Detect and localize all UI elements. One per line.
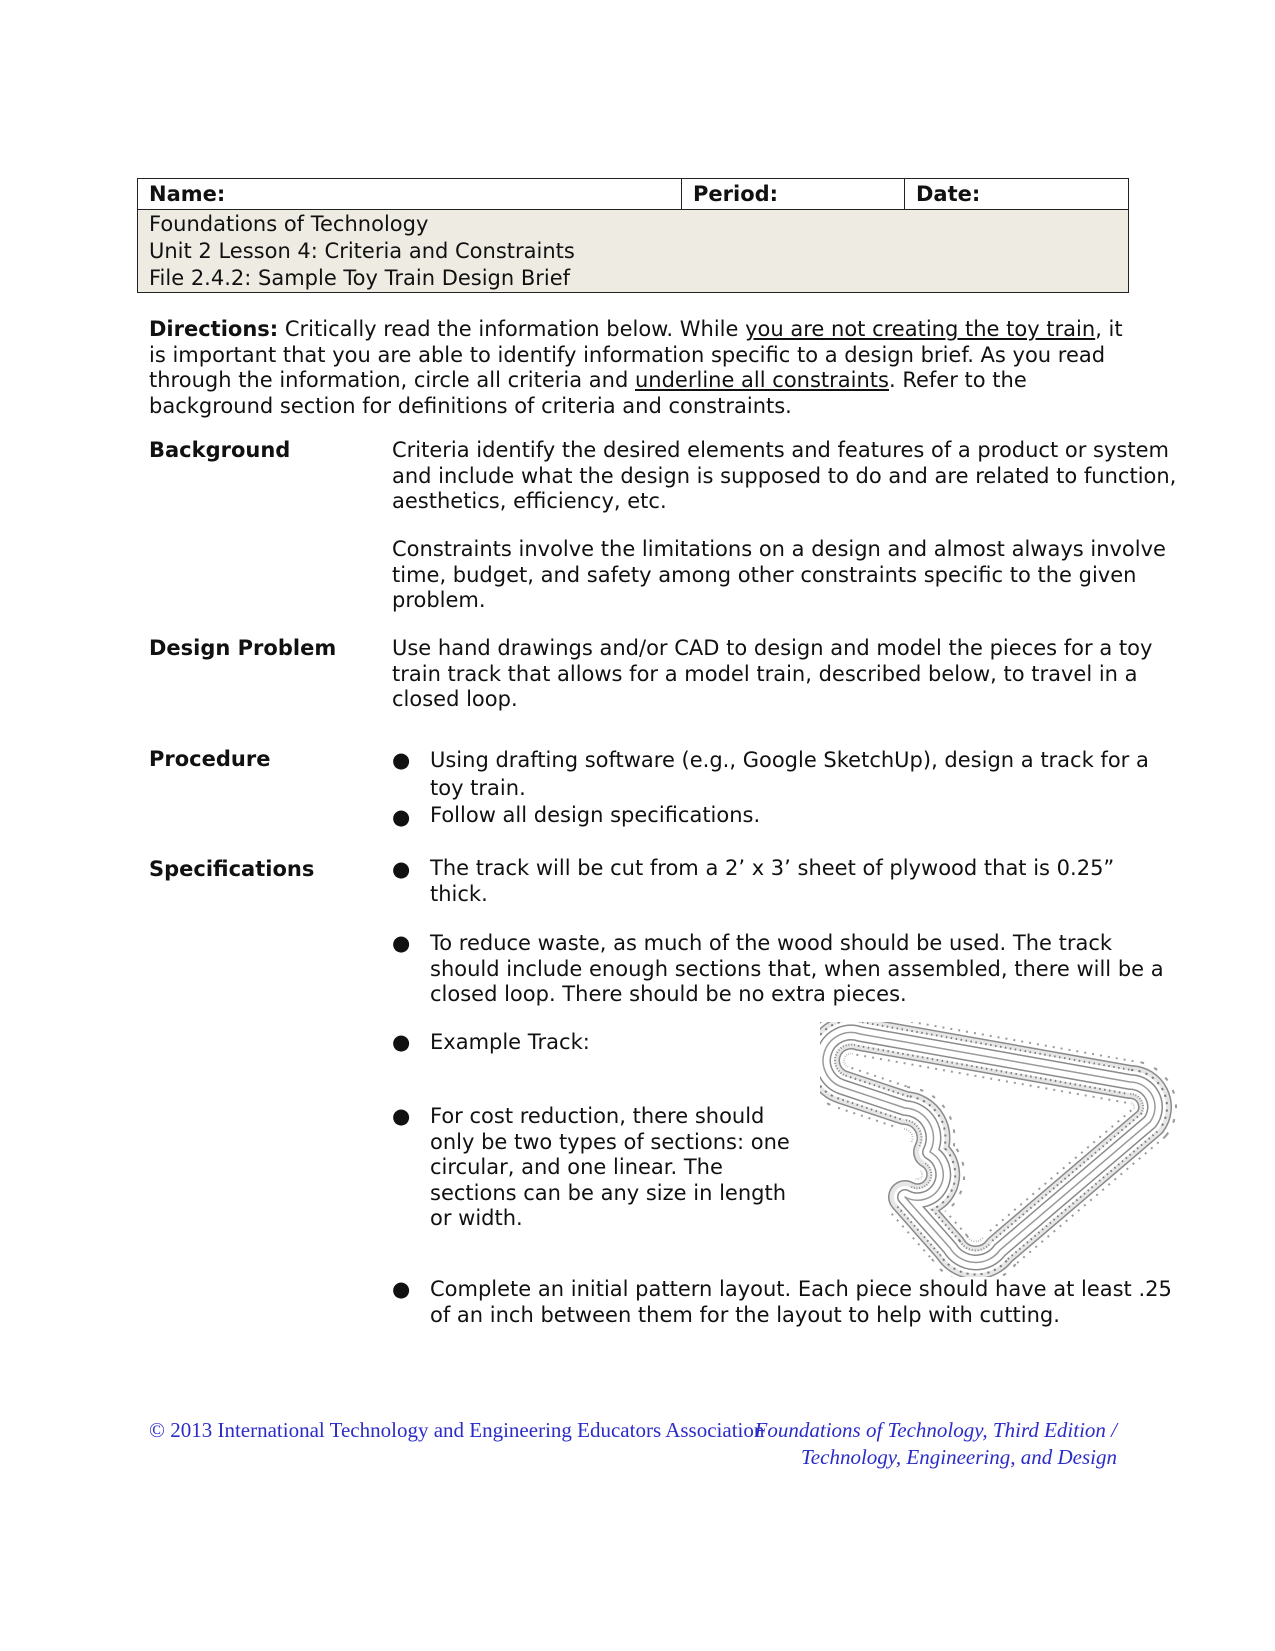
course-info [138,210,1128,292]
bullet-icon: ● [392,931,411,955]
directions-paragraph [149,317,1129,419]
example-track-image [820,1022,1185,1277]
directions-text-2: , it is important that you are able to identify information specific to a design brief. As you read through the information, circle all criteria and [149,317,1123,392]
directions-underline-2: underline all constraints [634,368,889,392]
procedure-label: Procedure [149,747,271,771]
background-criteria-text: Criteria identify the desired elements and features of a product or system and include what the design is supposed to do and are related to function, aesthetics, efficiency, etc. [392,438,1177,513]
header-table [137,178,1129,293]
bullet-icon: ● [392,857,411,881]
bullet-icon: ● [392,1030,411,1054]
background-constraints-text: Constraints involve the limitations on a design and almost always involve time, budget, and safety among other constraints specific to the given problem. [392,537,1166,612]
directions-underline-1: you are not creating the toy train [745,317,1096,341]
design-problem-text: Use hand drawings and/or CAD to design and model the pieces for a toy train track that allows for a model train, described below, to travel in a closed loop. [392,636,1153,711]
header-label-row [138,179,1128,210]
directions-text-3: . Refer to the background section for definitions of criteria and constraints. [149,368,1027,418]
bullet-icon: ● [392,748,411,772]
footer-edition-line-1: Foundations of Technology, Third Edition / [754,1418,1117,1442]
footer-edition-line-2: Technology, Engineering, and Design [801,1445,1117,1469]
lesson-title: Unit 2 Lesson 4: Criteria and Constraints [149,239,575,263]
bullet-icon: ● [392,805,411,829]
specification-item: The track will be cut from a 2’ x 3’ sheet of plywood that is 0.25” thick. [430,856,1115,906]
directions-text-1: Critically read the information below. While [278,317,746,341]
file-title: File 2.4.2: Sample Toy Train Design Brief [149,266,571,290]
specification-item: Example Track: [430,1030,590,1054]
specification-item: For cost reduction, there should only be two types of sections: one circular, and one linear. The sections can be any size in length or width. [430,1104,790,1230]
design-problem-label: Design Problem [149,636,337,660]
directions-label: Directions: [149,317,279,341]
footer-copyright: © 2013 International Technology and Engineering Educators Association [149,1418,765,1442]
specifications-label: Specifications [149,857,315,881]
name-label: Name: [138,179,682,209]
specification-item: To reduce waste, as much of the wood should be used. The track should include enough sections that, when assembled, there will be a closed loop. There should be no extra pieces. [430,931,1164,1006]
bullet-icon: ● [392,1277,411,1301]
procedure-item: Using drafting software (e.g., Google SketchUp), design a track for a toy train. [430,748,1149,800]
course-title: Foundations of Technology [149,212,429,236]
bullet-icon: ● [392,1104,411,1128]
procedure-item: Follow all design specifications. [430,803,761,827]
date-label: Date: [916,182,981,206]
period-label: Period: [682,179,905,209]
background-label: Background [149,438,291,462]
specification-item: Complete an initial pattern layout. Each piece should have at least .25 of an inch between them for the layout to help with cutting. [430,1277,1172,1327]
footer-edition [700,1417,1117,1471]
